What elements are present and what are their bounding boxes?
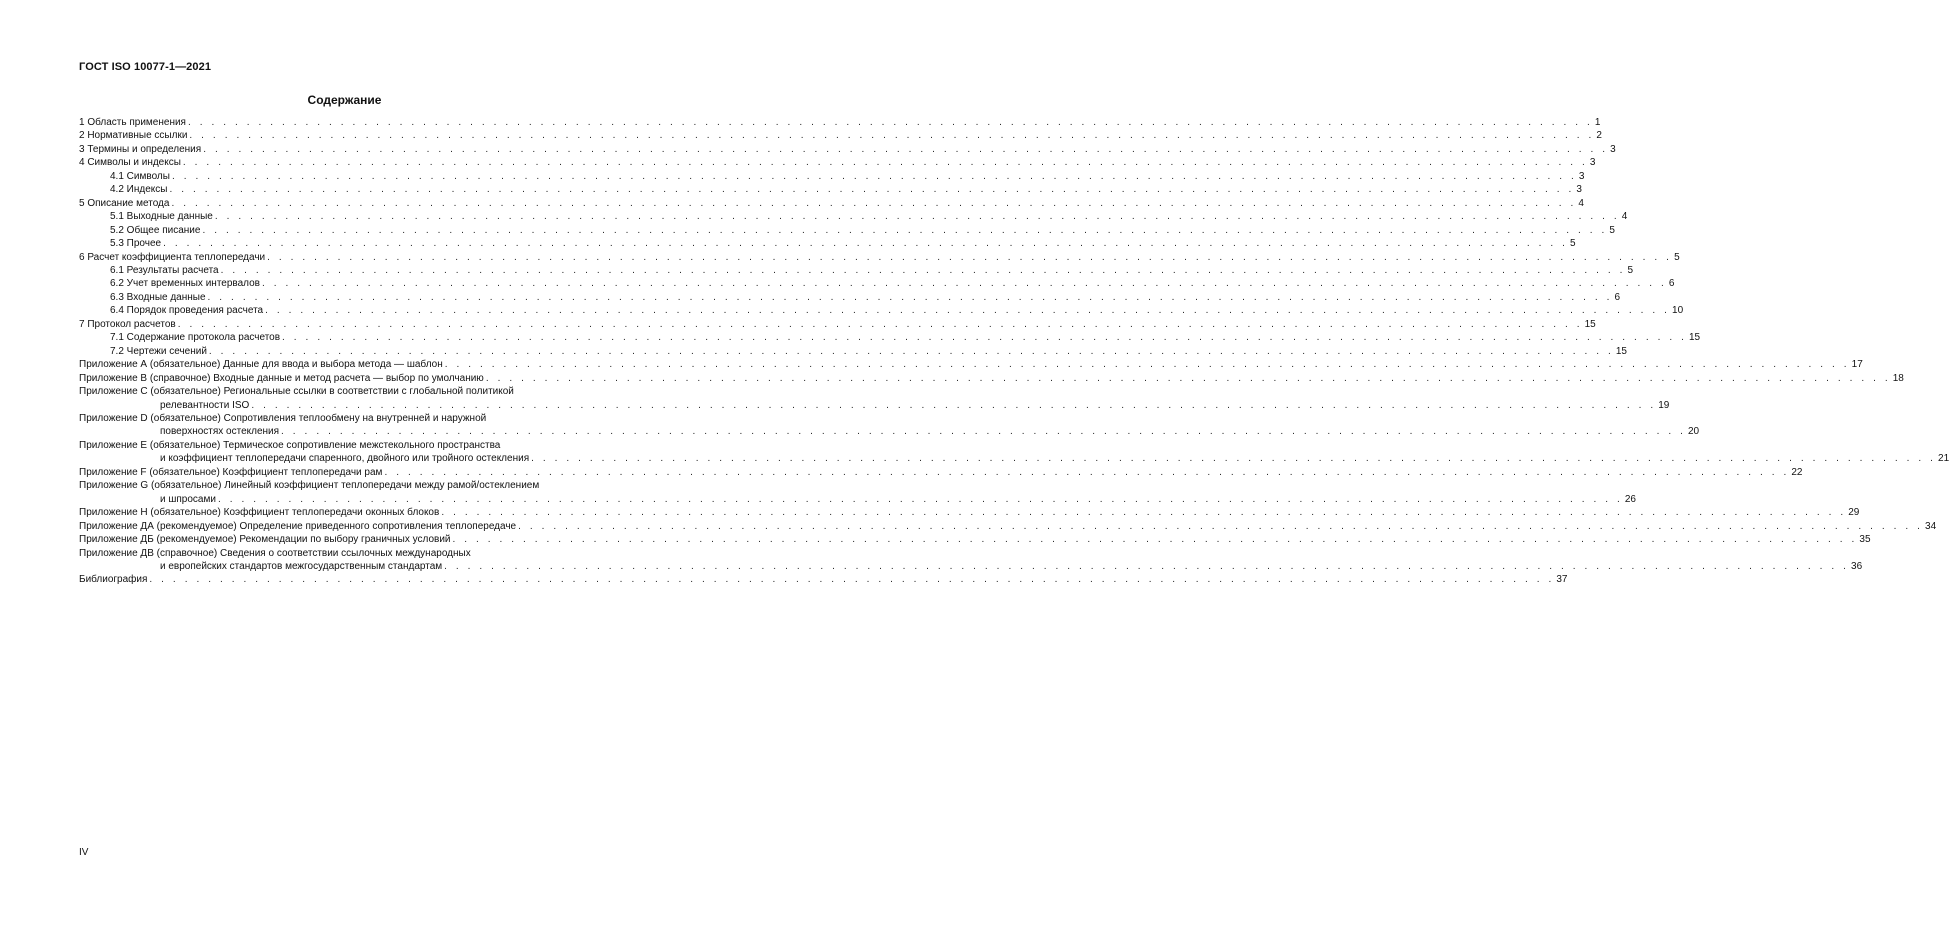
toc-entry-title: Приложение ДА (рекомендуемое) Определение приведенного сопротивления теплопередаче (79, 520, 517, 532)
toc-entry-page: 3 (1578, 170, 1585, 182)
toc-entry-title: Приложение ДВ (справочное) Сведения о соответствии ссылочных международных (79, 547, 471, 559)
toc-entry-title: 7 Протокол расчетов (79, 318, 176, 330)
toc-entry-line (79, 291, 1621, 304)
toc-entry-page: 15 (1688, 332, 1701, 344)
toc-entry-line (79, 412, 613, 425)
toc-dot-leader: . . . . . . . . . . . . . . . . . . . . . . . . . . . . . . . . . . . . . . . . . . . . . . . . . . . . . . . . . . . . . . . . . . . . . . . . . . . . . . . . . . . . . . . . . . . . . . . . . . . . . . . . . . . . . . . . . . . . . . . . (281, 426, 1686, 438)
toc-dot-leader: . . . . . . . . . . . . . . . . . . . . . . . . . . . . . . . . . . . . . . . . . . . . . . . . . . . . . . . . . . . . . . . . . . . . . . . . . . . . . . . . . . . . . . . . . . . . . . . . . . . . . . . . . . . . . . . . . . . . . . . . (149, 574, 1555, 586)
toc-entry-line (79, 372, 1904, 385)
toc-entry-line (79, 304, 1684, 317)
toc-entry-line (79, 506, 1860, 519)
toc-entry-title: 5.1 Выходные данные (110, 211, 213, 223)
toc-entry[interactable] (79, 479, 1636, 506)
toc-entry[interactable] (79, 547, 1863, 574)
toc-entry-title: Приложение G (обязательное) Линейный коэффициент теплопередачи между рамой/остеклением (79, 480, 540, 492)
toc-entry-title: Приложение ДБ (рекомендуемое) Рекомендации по выбору граничных условий (79, 534, 451, 546)
toc-entry-page: 20 (1687, 426, 1700, 438)
toc-entry-line (79, 573, 1568, 586)
toc-dot-leader: . . . . . . . . . . . . . . . . . . . . . . . . . . . . . . . . . . . . . . . . . . . . . . . . . . . . . . . . . . . . . . . . . . . . . . . . . . . . . . . . . . . . . . . . . . . . . . . . . . . . . . . . . . . . . . . . . . . . . . . . (265, 305, 1671, 317)
toc-entry-line (79, 547, 613, 560)
toc-dot-leader: . . . . . . . . . . . . . . . . . . . . . . . . . . . . . . . . . . . . . . . . . . . . . . . . . . . . . . . . . . . . . . . . . . . . . . . . . . . . . . . . . . . . . . . . . . . . . . . . . . . . . . . . . . . . . . . . . . . . . . . . (187, 117, 1593, 128)
toc-entry[interactable] (79, 412, 1700, 439)
toc-entry-page: 36 (1851, 560, 1863, 572)
toc-entry-page: 17 (1851, 359, 1863, 371)
toc-dot-leader: . . . . . . . . . . . . . . . . . . . . . . . . . . . . . . . . . . . . . . . . . . . . . . . . . . . . . . . . . . . . . . . . . . . . . . . . . . . . . . . . . . . . . . . . . . . . . . . . . . . . . . . . . . . . . . . . . . . . . . . . (282, 332, 1687, 344)
toc-entry[interactable] (79, 197, 1584, 210)
toc-entry[interactable] (79, 533, 1871, 546)
toc-entry-line (79, 318, 1596, 331)
toc-entry-continuation (79, 493, 1636, 506)
toc-entry-line (79, 210, 1628, 223)
toc-entry[interactable] (79, 143, 1616, 156)
toc-dot-leader: . . . . . . . . . . . . . . . . . . . . . . . . . . . . . . . . . . . . . . . . . . . . . . . . . . . . . . . . . . . . . . . . . . . . . . . . . . . . . . . . . . . . . . . . . . . . . . . . . . . . . . . . . . . . . . . . . . . . . . . . (203, 143, 1609, 155)
toc-entry[interactable] (79, 129, 1602, 142)
toc-entry[interactable] (79, 237, 1576, 250)
toc-entry-title: Приложение F (обязательное) Коэффициент теплопередачи рам (79, 466, 383, 478)
toc-entry-line (79, 277, 1675, 290)
toc-entry-line (79, 116, 1601, 129)
toc-entry-page: 5 (1627, 264, 1634, 276)
toc-entry-title: 5 Описание метода (79, 197, 170, 209)
toc-entry[interactable] (79, 170, 1585, 183)
toc-entry-title: и шпросами (160, 493, 216, 505)
toc-entry-line (79, 331, 1701, 344)
toc-entry-title: 4.1 Символы (110, 170, 170, 182)
toc-entry[interactable] (79, 520, 1937, 533)
toc-entry-title: 4.2 Индексы (110, 184, 168, 196)
toc-dot-leader: . . . . . . . . . . . . . . . . . . . . . . . . . . . . . . . . . . . . . . . . . . . . . . . . . . . . . . . . . . . . . . . . . . . . . . . . . . . . . . . . . . . . . . . . . . . . . . . . . . . . . . . . . . . . . . . . . . . . . . . . (452, 534, 1858, 546)
toc-entry-line (79, 479, 613, 492)
toc-entry-page: 10 (1672, 305, 1684, 317)
toc-dot-leader: . . . . . . . . . . . . . . . . . . . . . . . . . . . . . . . . . . . . . . . . . . . . . . . . . . . . . . . . . . . . . . . . . . . . . . . . . . . . . . . . . . . . . . . . . . . . . . . . . . . . . . . . . . . . . . . . . . . . . . . . (177, 318, 1583, 330)
table-of-contents (79, 116, 1949, 587)
toc-entry-title: 5.2 Общее писание (110, 224, 201, 236)
toc-dot-leader: . . . . . . . . . . . . . . . . . . . . . . . . . . . . . . . . . . . . . . . . . . . . . . . . . . . . . . . . . . . . . . . . . . . . . . . . . . . . . . . . . . . . . . . . . . . . . . . . . . . . . . . . . . . . . . . . . . . . . . . . (262, 278, 1667, 290)
toc-dot-leader: . . . . . . . . . . . . . . . . . . . . . . . . . . . . . . . . . . . . . . . . . . . . . . . . . . . . . . . . . . . . . . . . . . . . . . . . . . . . . . . . . . . . . . . . . . . . . . . . . . . . . . . . . . . . . . . . . . . . . . . . (171, 170, 1577, 182)
toc-dot-leader: . . . . . . . . . . . . . . . . . . . . . . . . . . . . . . . . . . . . . . . . . . . . . . . . . . . . . . . . . . . . . . . . . . . . . . . . . . . . . . . . . . . . . . . . . . . . . . . . . . . . . . . . . . . . . . . . . . . . . . . . (441, 507, 1847, 519)
toc-entry-line (79, 170, 1585, 183)
toc-entry-page: 1 (1594, 117, 1601, 128)
toc-entry-line (79, 466, 1803, 479)
toc-entry-title: 5.3 Прочее (110, 238, 162, 250)
toc-entry[interactable] (79, 156, 1596, 169)
toc-entry-page: 18 (1892, 372, 1904, 384)
toc-dot-leader: . . . . . . . . . . . . . . . . . . . . . . . . . . . . . . . . . . . . . . . . . . . . . . . . . . . . . . . . . . . . . . . . . . . . . . . . . . . . . . . . . . . . . . . . . . . . . . . . . . . . . . . . . . . . . . . . . . . . . . . . (202, 224, 1608, 236)
toc-entry-title: 4 Символы и индексы (79, 157, 181, 169)
toc-entry-title: Приложение D (обязательное) Сопротивления теплообмену на внутренней и наружной (79, 412, 487, 424)
document-id-header: ГОСТ ISO 10077-1—2021 (79, 61, 212, 73)
toc-entry-line (79, 251, 1680, 264)
toc-entry[interactable] (79, 439, 1949, 466)
toc-entry-title: релевантности ISO (160, 399, 250, 411)
toc-entry[interactable] (79, 358, 1863, 371)
toc-dot-leader: . . . . . . . . . . . . . . . . . . . . . . . . . . . . . . . . . . . . . . . . . . . . . . . . . . . . . . . . . . . . . . . . . . . . . . . . . . . . . . . . . . . . . . . . . . . . . . . . . . . . . . . . . . . . . . . . . . . . . . . . (217, 493, 1623, 505)
toc-entry-page: 5 (1674, 251, 1680, 263)
toc-entry-page: 21 (1938, 453, 1949, 465)
toc-entry-line (79, 183, 1582, 196)
toc-entry-page: 22 (1791, 466, 1803, 478)
toc-entry-line (79, 533, 1871, 546)
toc-entry-title: Приложение А (обязательное) Данные для ввода и выбора метода — шаблон (79, 359, 443, 371)
toc-dot-leader: . . . . . . . . . . . . . . . . . . . . . . . . . . . . . . . . . . . . . . . . . . . . . . . . . . . . . . . . . . . . . . . . . . . . . . . . . . . . . . . . . . . . . . . . . . . . . . . . . . . . . . . . . . . . . . . . . . . . . . . . (220, 264, 1626, 276)
toc-entry[interactable] (79, 331, 1701, 344)
toc-entry-line (79, 520, 1937, 533)
toc-entry-page: 5 (1609, 224, 1615, 236)
toc-entry-continuation (79, 452, 1949, 465)
toc-entry-line (79, 197, 1584, 210)
toc-entry-title: 2 Нормативные ссылки (79, 130, 188, 142)
toc-dot-leader: . . . . . . . . . . . . . . . . . . . . . . . . . . . . . . . . . . . . . . . . . . . . . . . . . . . . . . . . . . . . . . . . . . . . . . . . . . . . . . . . . . . . . . . . . . . . . . . . . . . . . . . . . . . . . . . . . . . . . . . . (208, 345, 1614, 357)
toc-entry[interactable] (79, 318, 1596, 331)
toc-entry[interactable] (79, 304, 1684, 317)
toc-entry-page: 26 (1624, 493, 1636, 505)
toc-entry-title: 6 Расчет коэффициента теплопередачи (79, 251, 266, 263)
toc-entry-line (79, 345, 1627, 358)
toc-entry-title: Приложение Е (обязательное) Термическое сопротивление межстекольного пространства (79, 439, 501, 451)
toc-entry-title: 6.3 Входные данные (110, 291, 206, 303)
toc-dot-leader: . . . . . . . . . . . . . . . . . . . . . . . . . . . . . . . . . . . . . . . . . . . . . . . . . . . . . . . . . . . . . . . . . . . . . . . . . . . . . . . . . . . . . . . . . . . . . . . . . . . . . . . . . . . . . . . . . . . . . . . . (169, 184, 1575, 196)
toc-entry-line (79, 385, 613, 398)
toc-title-text: Содержание (307, 93, 382, 107)
toc-entry-continuation (79, 425, 1700, 438)
toc-entry-page: 19 (1658, 399, 1670, 411)
toc-entry-page: 2 (1596, 130, 1602, 142)
toc-entry-page: 29 (1848, 507, 1860, 519)
toc-dot-leader: . . . . . . . . . . . . . . . . . . . . . . . . . . . . . . . . . . . . . . . . . . . . . . . . . . . . . . . . . . . . . . . . . . . . . . . . . . . . . . . . . . . . . . . . . . . . . . . . . . . . . . . . . . . . . . . . . . . . . . . . (207, 291, 1613, 303)
toc-entry-page: 3 (1589, 157, 1596, 169)
toc-entry-title: 1 Область применения (79, 117, 186, 128)
toc-entry-line (79, 264, 1634, 277)
toc-entry[interactable] (79, 385, 1670, 412)
toc-dot-leader: . . . . . . . . . . . . . . . . . . . . . . . . . . . . . . . . . . . . . . . . . . . . . . . . . . . . . . . . . . . . . . . . . . . . . . . . . . . . . . . . . . . . . . . . . . . . . . . . . . . . . . . . . . . . . . . . . . . . . . . . (444, 560, 1850, 572)
toc-entry-page: 34 (1925, 520, 1937, 532)
toc-entry-title: 7.2 Чертежи сечений (110, 345, 207, 357)
toc-dot-leader: . . . . . . . . . . . . . . . . . . . . . . . . . . . . . . . . . . . . . . . . . . . . . . . . . . . . . . . . . . . . . . . . . . . . . . . . . . . . . . . . . . . . . . . . . . . . . . . . . . . . . . . . . . . . . . . . . . . . . . . . (485, 372, 1891, 384)
toc-entry-title: поверхностях остекления (160, 426, 280, 438)
toc-entry[interactable] (79, 277, 1675, 290)
toc-entry-page: 4 (1578, 197, 1584, 209)
toc-entry-line (79, 224, 1615, 237)
toc-entry[interactable] (79, 224, 1615, 237)
toc-entry-line (79, 143, 1616, 156)
toc-entry-title: 3 Термины и определения (79, 143, 202, 155)
toc-entry-line (79, 129, 1602, 142)
toc-entry-line (79, 237, 1576, 250)
toc-dot-leader: . . . . . . . . . . . . . . . . . . . . . . . . . . . . . . . . . . . . . . . . . . . . . . . . . . . . . . . . . . . . . . . . . . . . . . . . . . . . . . . . . . . . . . . . . . . . . . . . . . . . . . . . . . . . . . . . . . . . . . . . (182, 157, 1588, 169)
toc-dot-leader: . . . . . . . . . . . . . . . . . . . . . . . . . . . . . . . . . . . . . . . . . . . . . . . . . . . . . . . . . . . . . . . . . . . . . . . . . . . . . . . . . . . . . . . . . . . . . . . . . . . . . . . . . . . . . . . . . . . . . . . . (189, 130, 1595, 142)
toc-dot-leader: . . . . . . . . . . . . . . . . . . . . . . . . . . . . . . . . . . . . . . . . . . . . . . . . . . . . . . . . . . . . . . . . . . . . . . . . . . . . . . . . . . . . . . . . . . . . . . . . . . . . . . . . . . . . . . . . . . . . . . . . (171, 197, 1577, 209)
toc-entry-page: 3 (1610, 143, 1616, 155)
toc-entry-title: и европейских стандартов межгосударственным стандартам (160, 560, 443, 572)
toc-entry-page: 5 (1570, 238, 1576, 250)
toc-entry-page: 15 (1615, 345, 1627, 357)
toc-dot-leader: . . . . . . . . . . . . . . . . . . . . . . . . . . . . . . . . . . . . . . . . . . . . . . . . . . . . . . . . . . . . . . . . . . . . . . . . . . . . . . . . . . . . . . . . . . . . . . . . . . . . . . . . . . . . . . . . . . . . . . . . (163, 238, 1569, 250)
toc-entry-title: Приложение Н (обязательное) Коэффициент теплопередачи оконных блоков (79, 507, 440, 519)
toc-entry[interactable] (79, 506, 1860, 519)
toc-dot-leader: . . . . . . . . . . . . . . . . . . . . . . . . . . . . . . . . . . . . . . . . . . . . . . . . . . . . . . . . . . . . . . . . . . . . . . . . . . . . . . . . . . . . . . . . . . . . . . . . . . . . . . . . . . . . . . . . . . . . . . . . (531, 453, 1937, 465)
toc-entry[interactable] (79, 372, 1904, 385)
toc-entry[interactable] (79, 345, 1627, 358)
toc-entry-continuation (79, 560, 1863, 573)
toc-dot-leader: . . . . . . . . . . . . . . . . . . . . . . . . . . . . . . . . . . . . . . . . . . . . . . . . . . . . . . . . . . . . . . . . . . . . . . . . . . . . . . . . . . . . . . . . . . . . . . . . . . . . . . . . . . . . . . . . . . . . . . . . (518, 520, 1924, 532)
toc-entry[interactable] (79, 116, 1601, 129)
toc-entry[interactable] (79, 291, 1621, 304)
toc-entry-page: 6 (1668, 278, 1675, 290)
toc-dot-leader: . . . . . . . . . . . . . . . . . . . . . . . . . . . . . . . . . . . . . . . . . . . . . . . . . . . . . . . . . . . . . . . . . . . . . . . . . . . . . . . . . . . . . . . . . . . . . . . . . . . . . . . . . . . . . . . . . . . . . . . . (267, 251, 1673, 263)
toc-dot-leader: . . . . . . . . . . . . . . . . . . . . . . . . . . . . . . . . . . . . . . . . . . . . . . . . . . . . . . . . . . . . . . . . . . . . . . . . . . . . . . . . . . . . . . . . . . . . . . . . . . . . . . . . . . . . . . . . . . . . . . . . (251, 399, 1657, 411)
toc-entry-title: Библиография (79, 574, 148, 586)
toc-entry-title: 6.1 Результаты расчета (110, 264, 219, 276)
toc-entry-page: 3 (1576, 184, 1582, 196)
toc-entry-continuation (79, 399, 1670, 412)
toc-entry[interactable] (79, 264, 1634, 277)
page-number: IV (79, 847, 89, 858)
toc-entry-title: 6.4 Порядок проведения расчета (110, 305, 264, 317)
toc-entry-title: 6.2 Учет временных интервалов (110, 278, 260, 290)
toc-entry-title: Приложение С (обязательное) Региональные ссылки в соответствии с глобальной политикой (79, 386, 514, 398)
toc-entry-page: 15 (1584, 318, 1596, 330)
toc-entry-line (79, 439, 613, 452)
toc-entry-page: 37 (1556, 574, 1568, 586)
toc-entry-title: Приложение В (справочное) Входные данные и метод расчета — выбор по умолчанию (79, 372, 484, 384)
toc-dot-leader: . . . . . . . . . . . . . . . . . . . . . . . . . . . . . . . . . . . . . . . . . . . . . . . . . . . . . . . . . . . . . . . . . . . . . . . . . . . . . . . . . . . . . . . . . . . . . . . . . . . . . . . . . . . . . . . . . . . . . . . . (444, 359, 1850, 371)
toc-entry[interactable] (79, 466, 1803, 479)
toc-entry[interactable] (79, 251, 1680, 264)
toc-entry-page: 6 (1614, 291, 1621, 303)
toc-title (0, 93, 661, 107)
toc-entry-page: 4 (1621, 211, 1628, 223)
toc-dot-leader: . . . . . . . . . . . . . . . . . . . . . . . . . . . . . . . . . . . . . . . . . . . . . . . . . . . . . . . . . . . . . . . . . . . . . . . . . . . . . . . . . . . . . . . . . . . . . . . . . . . . . . . . . . . . . . . . . . . . . . . . (384, 466, 1790, 478)
toc-entry-line (79, 358, 1863, 371)
toc-entry-page: 35 (1859, 534, 1871, 546)
toc-entry[interactable] (79, 210, 1628, 223)
toc-entry-title: и коэффициент теплопередачи спаренного, двойного или тройного остекления (160, 453, 530, 465)
toc-entry-title: 7.1 Содержание протокола расчетов (110, 332, 281, 344)
toc-entry-line (79, 156, 1596, 169)
toc-dot-leader: . . . . . . . . . . . . . . . . . . . . . . . . . . . . . . . . . . . . . . . . . . . . . . . . . . . . . . . . . . . . . . . . . . . . . . . . . . . . . . . . . . . . . . . . . . . . . . . . . . . . . . . . . . . . . . . . . . . . . . . . (214, 211, 1620, 223)
toc-entry[interactable] (79, 183, 1582, 196)
toc-entry[interactable] (79, 573, 1568, 586)
